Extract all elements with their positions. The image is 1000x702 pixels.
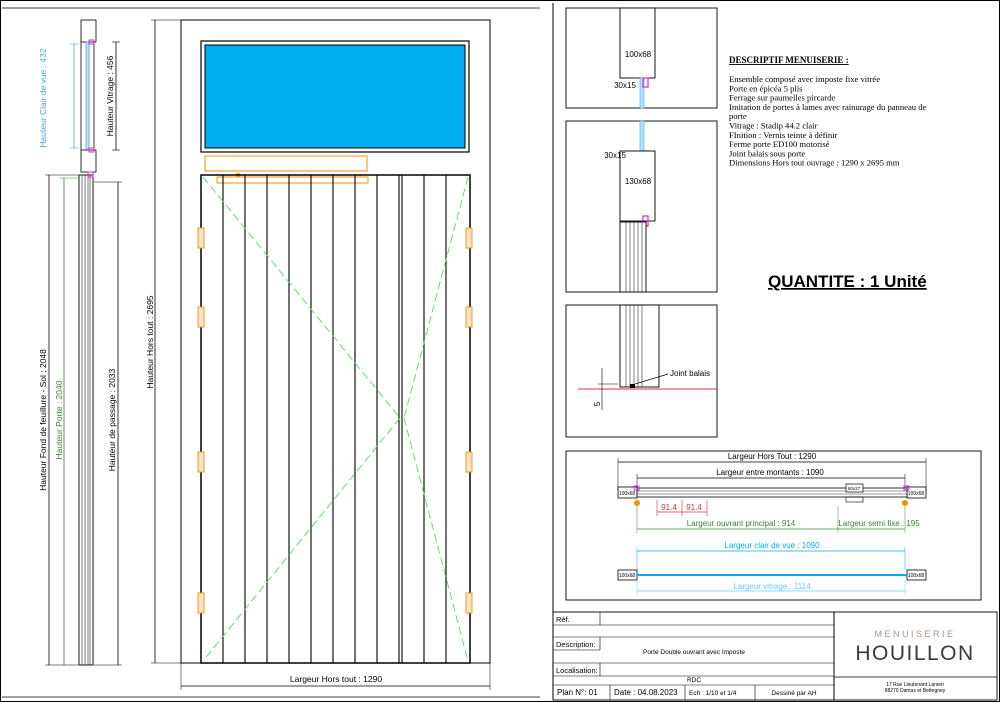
panel-grooves <box>223 175 446 663</box>
descriptif-title: DESCRIPTIF MENUISERIE : <box>729 55 849 65</box>
head-profile-label: 100x68 <box>624 50 652 59</box>
descriptif-line: FInition : Vernis teinte à définir <box>729 129 838 140</box>
hinge-left-1 <box>198 228 204 248</box>
plan-dim-a: 91.4 <box>661 503 677 512</box>
descriptif-line: Vitrage : Stadip 44.2 clair <box>729 120 818 131</box>
ref-label: Réf. <box>556 615 570 624</box>
transom-glass-section <box>86 42 89 150</box>
plan-hinge-right <box>902 500 908 506</box>
plan-date: Date : 04.08.2023 <box>614 688 678 697</box>
hinge-right-2 <box>466 307 472 327</box>
descriptif-line: Porte en épicéa 5 plis <box>729 83 803 94</box>
plan-jamb-left-label: 100x68 <box>618 491 636 497</box>
vitrage-height-label: Hauteur Vitrage : 456 <box>105 55 115 137</box>
plan-transom-jamb-left-label: 100x68 <box>618 573 636 579</box>
title-block <box>553 612 997 700</box>
brush-seal <box>630 384 635 388</box>
largeur-hors-tout-label: Largeur Hors tout : 1290 <box>289 674 383 684</box>
door-leaves <box>201 175 470 663</box>
address-line-1: 17 Rue Lieutenant Larsen <box>886 682 944 688</box>
plan-transom-jamb-right-label: 100x68 <box>907 573 925 579</box>
detail-transom-rail <box>566 121 717 292</box>
vertical-section <box>38 20 122 665</box>
hinges <box>198 228 472 613</box>
clair-de-vue-label: Hauteur Clair de vue : 432 <box>38 48 48 148</box>
head-bead-label: 30x15 <box>614 81 636 90</box>
descriptif-line: porte <box>729 111 747 122</box>
localisation-label: Localisation: <box>556 666 598 675</box>
transom-glass <box>205 45 465 148</box>
passage-label: Hauteur de passage : 2033 <box>107 368 117 472</box>
door-leaf-section <box>79 175 93 665</box>
descriptif-line: Imitation de portes à lames avec rainurage du panneau de <box>729 101 927 112</box>
hinge-left-4 <box>198 593 204 613</box>
descriptif-line: Ferme porte ED100 motorisé <box>729 139 830 150</box>
address-line-2: 88270 Damas et Bettegney <box>884 688 946 694</box>
descriptif-block <box>729 55 927 291</box>
hauteur-porte-label: Hauteur Porte : 2040 <box>54 380 64 460</box>
hinge-left-2 <box>198 307 204 327</box>
plan-entre-montants-label: Largeur entre montants : 1090 <box>716 468 824 477</box>
plan-leaves <box>637 488 907 497</box>
head-profile <box>620 8 655 78</box>
ouvrant-principal-label: Largeur ouvrant principal : 914 <box>686 519 796 528</box>
hinge-right-3 <box>466 452 472 472</box>
hinge-right-1 <box>466 228 472 248</box>
hauteur-hors-tout-label: Hauteur Hors tout : 2695 <box>145 295 155 389</box>
rail-profile <box>620 151 655 221</box>
brand-big: HOUILLON <box>855 642 975 665</box>
plan-clair-de-vue-label: Largeur clair de vue : 1090 <box>724 541 820 550</box>
plan-latch-label: 50x27 <box>847 486 861 491</box>
description-value: Porte Double ouvrant avec Imposte <box>643 649 745 656</box>
hinge-left-3 <box>198 452 204 472</box>
plan-hinge-left <box>634 500 640 506</box>
rail-bead-label: 30x15 <box>604 151 626 160</box>
plan-dim-b: 91.4 <box>686 503 702 512</box>
transom-rail-profile <box>81 150 96 172</box>
quantite-label: QUANTITE : 1 Unité <box>768 272 927 291</box>
plan-author: Dessiné par AH <box>771 690 817 697</box>
opening-direction-lines <box>203 177 468 661</box>
plan-number: Plan N°: 01 <box>557 688 598 697</box>
door-closer-body <box>205 156 367 171</box>
head-jamb-profile <box>81 20 96 42</box>
plan-scale: Ech : 1/10 et 1/4 <box>689 690 737 697</box>
plan-section <box>566 451 981 600</box>
gap-label: 5 <box>593 401 602 407</box>
door-closer-arm <box>217 177 368 183</box>
plan-vitrage-label: Largeur vitrage : 1114 <box>733 582 811 591</box>
localisation-value: RDC <box>686 677 702 684</box>
semi-fixe-label: Largeur semi fixe : 195 <box>838 519 920 528</box>
hinge-right-4 <box>466 593 472 613</box>
descriptif-line: Ferrage sur paumelles pircarde <box>729 92 836 103</box>
joint-balais-label: Joint balais <box>670 369 711 378</box>
description-label: Description: <box>556 640 596 649</box>
detail-threshold <box>566 305 717 437</box>
plan-jamb-right-label: 100x68 <box>907 491 925 497</box>
front-elevation <box>145 20 490 690</box>
plan-hors-tout-label: Largeur Hors Tout : 1290 <box>727 452 817 461</box>
detail-head <box>566 8 717 108</box>
descriptif-lines <box>729 74 927 168</box>
brand-small: MENUISERIE <box>874 629 956 639</box>
rail-profile-label: 130x68 <box>624 177 652 186</box>
fond-feuillure-label: Hauteur Fond de feuillure - Sol : 2048 <box>38 349 48 491</box>
descriptif-line: Joint balais sous porte <box>729 148 806 159</box>
descriptif-line: Ensemble composé avec imposte fixe vitrée <box>729 74 881 84</box>
descriptif-line: Dimensions Hors tout ouvrage : 1290 x 2695 mm <box>729 157 900 168</box>
